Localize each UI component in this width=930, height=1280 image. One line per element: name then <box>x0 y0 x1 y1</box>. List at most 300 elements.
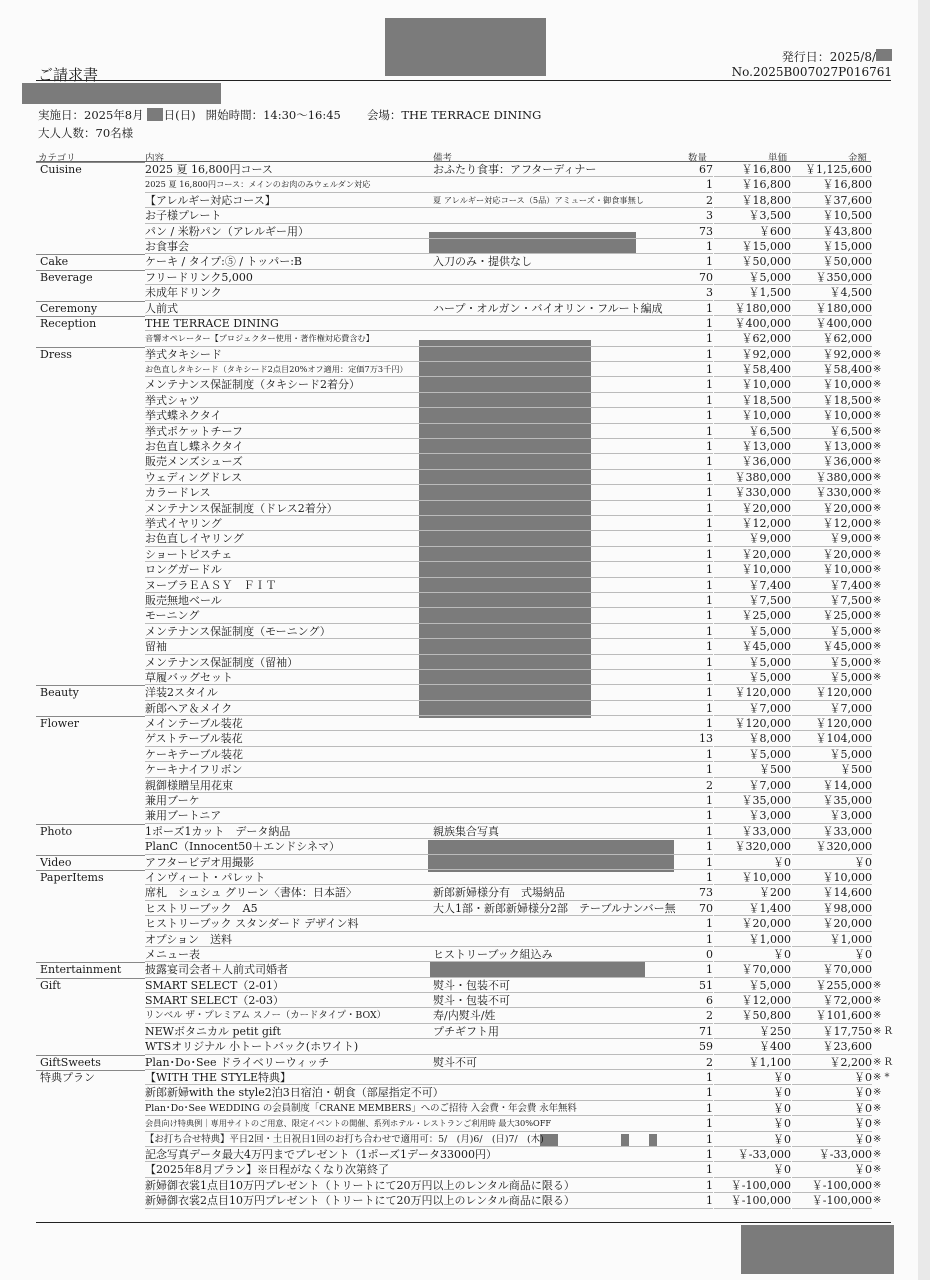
amount-cell: ￥20,000 <box>792 547 872 562</box>
mark-cell: ※ R <box>873 1025 893 1037</box>
mark-cell: ※ <box>873 379 882 391</box>
qty-cell: 1 <box>691 1070 713 1085</box>
unit-price-cell: ￥20,000 <box>714 916 791 931</box>
table-row <box>36 393 926 408</box>
item-cell: 挙式蝶ネクタイ <box>145 408 433 423</box>
qty-cell: 1 <box>691 531 713 546</box>
amount-cell: ￥400,000 <box>792 316 872 331</box>
qty-cell: 2 <box>691 778 713 793</box>
mark-cell: ※ <box>873 1010 882 1022</box>
item-cell: SMART SELECT（2-03） <box>145 993 433 1008</box>
amount-cell: ￥98,000 <box>792 901 872 916</box>
table-row <box>36 162 926 177</box>
amount-cell: ￥20,000 <box>792 916 872 931</box>
item-cell: 挙式イヤリング <box>145 516 433 531</box>
table-row <box>36 1147 926 1162</box>
unit-price-cell: ￥500 <box>714 762 791 777</box>
qty-cell: 1 <box>691 670 713 685</box>
item-cell: インヴィート・パレット <box>145 870 433 885</box>
table-row <box>36 562 926 577</box>
qty-cell: 1 <box>691 962 713 977</box>
qty-cell: 1 <box>691 347 713 362</box>
qty-cell: 1 <box>691 870 713 885</box>
unit-price-cell: ￥330,000 <box>714 485 791 500</box>
table-row <box>36 978 926 993</box>
item-cell: 席札 シュシュ グリーン〈書体：日本語〉 <box>145 885 433 900</box>
qty-cell: 1 <box>691 932 713 947</box>
mark-cell: ※ <box>873 641 882 653</box>
item-cell: Plan･Do･See ドライベリーウィッチ <box>145 1055 433 1070</box>
note-cell <box>433 701 691 716</box>
item-cell: お色直し蝶ネクタイ <box>145 439 433 454</box>
note-cell <box>433 578 691 593</box>
item-cell: お子様プレート <box>145 208 433 223</box>
qty-cell: 2 <box>691 1055 713 1070</box>
qty-cell: 1 <box>691 685 713 700</box>
qty-cell: 1 <box>691 701 713 716</box>
unit-price-cell: ￥7,400 <box>714 578 791 593</box>
event-info-line <box>38 107 541 123</box>
qty-cell: 1 <box>691 485 713 500</box>
table-row <box>36 916 926 931</box>
amount-cell: ￥1,125,600 <box>792 162 872 177</box>
amount-cell: ￥0 <box>792 1162 872 1177</box>
unit-price-cell: ￥0 <box>714 1101 791 1116</box>
category-cell: PaperItems <box>40 870 104 884</box>
unit-price-cell: ￥7,500 <box>714 593 791 608</box>
unit-price-cell: ￥3,000 <box>714 808 791 823</box>
table-row <box>36 439 926 454</box>
item-cell: NEWボタニカル petit gift <box>145 1024 433 1039</box>
note-cell <box>433 731 691 746</box>
qty-cell: 51 <box>691 978 713 993</box>
unit-price-cell: ￥5,000 <box>714 747 791 762</box>
qty-cell: 1 <box>691 331 713 346</box>
mark-cell: ※ <box>873 425 882 437</box>
category-cell: 特典プラン <box>40 1071 95 1085</box>
table-row <box>36 1178 926 1193</box>
unit-price-cell: ￥20,000 <box>714 501 791 516</box>
qty-cell: 1 <box>691 716 713 731</box>
item-cell: 会員向け特典例｜専用サイトのご用意、限定イベントの開催、系列ホテル・レストランご利用時 最大30%OFF <box>145 1116 691 1131</box>
table-row <box>36 1055 926 1070</box>
qty-cell: 3 <box>691 208 713 223</box>
mark-cell: ※ <box>873 671 882 683</box>
amount-cell: ￥350,000 <box>792 270 872 285</box>
amount-cell: ￥7,000 <box>792 701 872 716</box>
mark-cell: ※ <box>873 533 882 545</box>
amount-cell: ￥101,600 <box>792 1008 872 1023</box>
item-cell: Plan･Do･See WEDDING の会員制度「CRANE MEMBERS」へのご招待 入会費・年会費 永年無料 <box>145 1101 691 1116</box>
document-title: ご請求書 <box>38 66 99 84</box>
amount-cell: ￥13,000 <box>792 439 872 454</box>
amount-cell: ￥10,000 <box>792 408 872 423</box>
unit-price-cell: ￥1,500 <box>714 285 791 300</box>
mark-cell: ※ <box>873 625 882 637</box>
qty-cell: 1 <box>691 562 713 577</box>
category-cell: Flower <box>40 717 79 731</box>
note-cell <box>433 593 691 608</box>
category-cell: Cake <box>40 255 69 269</box>
amount-cell: ￥5,000 <box>792 624 872 639</box>
item-cell: 未成年ドリンク <box>145 285 433 300</box>
amount-cell: ￥180,000 <box>792 301 872 316</box>
note-cell <box>433 870 691 885</box>
note-cell: ヒストリーブック組込み <box>433 947 691 962</box>
mark-cell: ※ <box>873 1179 882 1191</box>
amount-cell: ￥0 <box>792 1101 872 1116</box>
item-cell: 挙式シャツ <box>145 393 433 408</box>
qty-cell: 1 <box>691 501 713 516</box>
unit-price-cell: ￥-100,000 <box>714 1193 791 1208</box>
note-cell <box>433 239 691 254</box>
note-cell: ハープ・オルガン・バイオリン・フルート編成 <box>433 301 691 316</box>
note-cell: 熨斗不可 <box>433 1055 691 1070</box>
item-cell: 新郎新婦with the style2泊3日宿泊・朝食（部屋指定不可） <box>145 1085 691 1100</box>
item-cell: お色直しイヤリング <box>145 531 433 546</box>
unit-price-cell: ￥5,000 <box>714 655 791 670</box>
col-header-amount: 金額 <box>848 153 868 164</box>
mark-cell: ※ <box>873 1087 882 1099</box>
col-header-note: 備考 <box>433 153 453 164</box>
table-row <box>36 377 926 392</box>
note-cell <box>433 516 691 531</box>
qty-cell: 1 <box>691 1101 713 1116</box>
table-row <box>36 347 926 362</box>
amount-cell: ￥45,000 <box>792 639 872 654</box>
note-cell <box>433 932 691 947</box>
table-row <box>36 701 926 716</box>
unit-price-cell: ￥16,800 <box>714 162 791 177</box>
note-cell <box>433 855 691 870</box>
table-row <box>36 1024 926 1039</box>
category-cell: Entertainment <box>40 963 122 977</box>
item-cell: ケーキナイフリボン <box>145 762 433 777</box>
unit-price-cell: ￥1,000 <box>714 932 791 947</box>
qty-cell: 1 <box>691 1085 713 1100</box>
amount-cell: ￥92,000 <box>792 347 872 362</box>
table-row <box>36 1039 926 1054</box>
amount-cell: ￥50,000 <box>792 254 872 269</box>
table-row <box>36 301 926 316</box>
category-cell: GiftSweets <box>40 1055 101 1069</box>
note-cell <box>433 316 691 331</box>
table-row <box>36 362 926 377</box>
redaction-issue-day <box>876 49 892 61</box>
item-cell: 新婦御衣裳2点目10万円プレゼント（トリートにて20万円以上のレンタル商品に限る） <box>145 1193 691 1208</box>
amount-cell: ￥10,000 <box>792 562 872 577</box>
note-cell <box>433 639 691 654</box>
table-row <box>36 824 926 839</box>
note-cell <box>433 424 691 439</box>
table-row <box>36 593 926 608</box>
unit-price-cell: ￥18,800 <box>714 193 791 208</box>
item-cell: 販売無地ベール <box>145 593 433 608</box>
note-cell <box>433 547 691 562</box>
mark-cell: ※ <box>873 1118 882 1130</box>
unit-price-cell: ￥7,000 <box>714 778 791 793</box>
col-header-qty: 数量 <box>688 153 708 164</box>
item-cell: 音響オペレーター【プロジェクター使用・著作権対応費含む】 <box>145 331 433 346</box>
category-cell: Dress <box>40 347 72 361</box>
item-cell: 親御様贈呈用花束 <box>145 778 433 793</box>
mark-cell: ※ <box>873 1164 882 1176</box>
note-cell: おふたり食事：アフターディナー <box>433 162 691 177</box>
unit-price-cell: ￥320,000 <box>714 839 791 854</box>
note-cell <box>433 716 691 731</box>
category-cell: Video <box>40 855 72 869</box>
item-cell: 2025 夏 16,800円コース：メインのお肉のみウェルダン対応 <box>145 177 433 192</box>
unit-price-cell: ￥45,000 <box>714 639 791 654</box>
item-cell: SMART SELECT（2-01） <box>145 978 433 993</box>
unit-price-cell: ￥180,000 <box>714 301 791 316</box>
qty-cell: 1 <box>691 1162 713 1177</box>
item-cell: お色直しタキシード（タキシード2点目20%オフ適用：定価7万3千円） <box>145 362 433 377</box>
table-row <box>36 254 926 269</box>
qty-cell: 2 <box>691 1008 713 1023</box>
unit-price-cell: ￥10,000 <box>714 377 791 392</box>
item-cell: 兼用ブートニア <box>145 808 433 823</box>
note-cell <box>433 747 691 762</box>
item-cell: メンテナンス保証制度（モーニング） <box>145 624 433 639</box>
mark-cell: ※ <box>873 564 882 576</box>
amount-cell: ￥7,500 <box>792 593 872 608</box>
qty-cell: 1 <box>691 547 713 562</box>
amount-cell: ￥5,000 <box>792 747 872 762</box>
table-row <box>36 316 926 331</box>
note-cell: 大人1部・新郎新婦様分2部 テーブルナンバー無 <box>433 901 691 916</box>
invoice-table <box>36 162 926 1209</box>
amount-cell: ￥5,000 <box>792 670 872 685</box>
unit-price-cell: ￥25,000 <box>714 608 791 623</box>
unit-price-cell: ￥12,000 <box>714 516 791 531</box>
note-cell <box>433 608 691 623</box>
item-cell: 【お打ち合せ特典】平日2回・土日祝日1回のお打ち合わせで適用可：5/ (月)6/ (日)7/ (木) <box>145 1132 691 1147</box>
amount-cell: ￥0 <box>792 947 872 962</box>
unit-price-cell: ￥13,000 <box>714 439 791 454</box>
note-cell: 夏 アレルギー対応コース（5品）アミューズ・御食事無し <box>433 193 691 208</box>
item-cell: リンベル ザ・プレミアム スノー（カードタイプ・BOX） <box>145 1008 433 1023</box>
unit-price-cell: ￥1,100 <box>714 1055 791 1070</box>
unit-price-cell: ￥35,000 <box>714 793 791 808</box>
mark-cell: ※ <box>873 364 882 376</box>
amount-cell: ￥2,200 <box>792 1055 872 1070</box>
category-cell: Gift <box>40 978 61 992</box>
mark-cell: ※ <box>873 979 882 991</box>
table-row <box>36 177 926 192</box>
unit-price-cell: ￥0 <box>714 1132 791 1147</box>
amount-cell: ￥12,000 <box>792 516 872 531</box>
note-cell <box>433 762 691 777</box>
item-cell: フリードリンク5,000 <box>145 270 433 285</box>
mark-cell: ※ <box>873 610 882 622</box>
amount-cell: ￥0 <box>792 1132 872 1147</box>
table-row <box>36 993 926 1008</box>
item-cell: カラードレス <box>145 485 433 500</box>
table-row <box>36 485 926 500</box>
item-cell: パン / 米粉パン（アレルギー用） <box>145 224 433 239</box>
item-cell: 【2025年8月プラン】※日程がなくなり次第終了 <box>145 1162 691 1177</box>
amount-cell: ￥72,000 <box>792 993 872 1008</box>
amount-cell: ￥9,000 <box>792 531 872 546</box>
qty-cell: 1 <box>691 639 713 654</box>
table-row <box>36 855 926 870</box>
unit-price-cell: ￥70,000 <box>714 962 791 977</box>
table-row <box>36 670 926 685</box>
mark-cell: ※ <box>873 471 882 483</box>
item-cell: ヌーブラＥＡＳＹ ＦＩＴ <box>145 578 433 593</box>
note-cell <box>433 208 691 223</box>
table-row <box>36 516 926 531</box>
item-cell: ウェディングドレス <box>145 470 433 485</box>
qty-cell: 1 <box>691 608 713 623</box>
table-row <box>36 270 926 285</box>
qty-cell: 1 <box>691 316 713 331</box>
amount-cell: ￥0 <box>792 1085 872 1100</box>
amount-cell: ￥18,500 <box>792 393 872 408</box>
unit-price-cell: ￥5,000 <box>714 670 791 685</box>
mark-cell: ※ <box>873 394 882 406</box>
unit-price-cell: ￥250 <box>714 1024 791 1039</box>
qty-cell: 0 <box>691 947 713 962</box>
qty-cell: 13 <box>691 731 713 746</box>
item-cell: 草履バッグセット <box>145 670 433 685</box>
unit-price-cell: ￥10,000 <box>714 408 791 423</box>
table-row <box>36 501 926 516</box>
note-cell <box>433 331 691 346</box>
amount-cell: ￥10,000 <box>792 377 872 392</box>
table-row <box>36 1085 926 1100</box>
qty-cell: 1 <box>691 408 713 423</box>
amount-cell: ￥33,000 <box>792 824 872 839</box>
table-row <box>36 608 926 623</box>
item-cell: 人前式 <box>145 301 433 316</box>
item-cell: 新婦御衣裳1点目10万円プレゼント（トリートにて20万円以上のレンタル商品に限る） <box>145 1178 691 1193</box>
note-cell <box>433 655 691 670</box>
amount-cell: ￥36,000 <box>792 454 872 469</box>
unit-price-cell: ￥0 <box>714 1070 791 1085</box>
qty-cell: 1 <box>691 1132 713 1147</box>
col-header-category: カテゴリ <box>38 153 76 164</box>
qty-cell: 1 <box>691 362 713 377</box>
qty-cell: 1 <box>691 1178 713 1193</box>
note-cell: 新郎新婦様分有 式場納品 <box>433 885 691 900</box>
amount-cell: ￥43,800 <box>792 224 872 239</box>
qty-cell: 1 <box>691 470 713 485</box>
amount-cell: ￥4,500 <box>792 285 872 300</box>
unit-price-cell: ￥50,800 <box>714 1008 791 1023</box>
unit-price-cell: ￥-33,000 <box>714 1147 791 1162</box>
note-cell <box>433 778 691 793</box>
unit-price-cell: ￥92,000 <box>714 347 791 362</box>
unit-price-cell: ￥8,000 <box>714 731 791 746</box>
item-cell: 【WITH THE STYLE特典】 <box>145 1070 433 1085</box>
note-cell <box>433 1070 691 1085</box>
note-cell <box>433 808 691 823</box>
note-cell <box>433 270 691 285</box>
table-row <box>36 885 926 900</box>
note-cell <box>433 347 691 362</box>
note-cell <box>433 916 691 931</box>
unit-price-cell: ￥200 <box>714 885 791 900</box>
table-row <box>36 947 926 962</box>
table-row <box>36 901 926 916</box>
item-cell: 2025 夏 16,800円コース <box>145 162 433 177</box>
amount-cell: ￥-100,000 <box>792 1178 872 1193</box>
unit-price-cell: ￥1,400 <box>714 901 791 916</box>
note-cell <box>433 177 691 192</box>
unit-price-cell: ￥6,500 <box>714 424 791 439</box>
unit-price-cell: ￥33,000 <box>714 824 791 839</box>
table-row <box>36 762 926 777</box>
unit-price-cell: ￥120,000 <box>714 716 791 731</box>
item-cell: 新郎ヘア＆メイク <box>145 701 433 716</box>
item-cell: THE TERRACE DINING <box>145 316 433 331</box>
table-row <box>36 408 926 423</box>
unit-price-cell: ￥5,000 <box>714 978 791 993</box>
table-row <box>36 962 926 977</box>
qty-cell: 67 <box>691 162 713 177</box>
amount-cell: ￥14,000 <box>792 778 872 793</box>
event-date: 実施日：2025年8月 <box>38 108 144 122</box>
table-row <box>36 747 926 762</box>
table-row <box>36 224 926 239</box>
mark-cell: ※ <box>873 1149 882 1160</box>
note-cell <box>433 531 691 546</box>
amount-cell: ￥14,600 <box>792 885 872 900</box>
mark-cell: ※ <box>873 348 882 360</box>
amount-cell: ￥62,000 <box>792 331 872 346</box>
note-cell: 熨斗・包装不可 <box>433 993 691 1008</box>
amount-cell: ￥120,000 <box>792 716 872 731</box>
unit-price-cell: ￥58,400 <box>714 362 791 377</box>
mark-cell: ※ <box>873 548 882 560</box>
table-row <box>36 531 926 546</box>
table-row <box>36 870 926 885</box>
qty-cell: 1 <box>691 1147 713 1162</box>
amount-cell: ￥35,000 <box>792 793 872 808</box>
qty-cell: 1 <box>691 424 713 439</box>
unit-price-cell: ￥120,000 <box>714 685 791 700</box>
qty-cell: 1 <box>691 593 713 608</box>
table-row <box>36 1116 926 1131</box>
amount-cell: ￥17,750 <box>792 1024 872 1039</box>
adult-count: 大人人数：70名様 <box>38 126 134 140</box>
amount-cell: ￥0 <box>792 1116 872 1131</box>
unit-price-cell: ￥5,000 <box>714 624 791 639</box>
issue-date: 発行日：2025/8/ <box>781 50 876 64</box>
amount-cell: ￥0 <box>792 855 872 870</box>
note-cell <box>433 377 691 392</box>
table-row <box>36 1132 926 1147</box>
amount-cell: ￥10,500 <box>792 208 872 223</box>
category-cell: Beverage <box>40 270 93 284</box>
amount-cell: ￥255,000 <box>792 978 872 993</box>
amount-cell: ￥16,800 <box>792 177 872 192</box>
table-row <box>36 1193 926 1208</box>
note-cell <box>433 962 691 977</box>
item-cell: オプション 送料 <box>145 932 433 947</box>
redaction-top-logo <box>385 18 546 76</box>
qty-cell: 70 <box>691 901 713 916</box>
table-row <box>36 1162 926 1177</box>
category-cell: Reception <box>40 316 97 330</box>
amount-cell: ￥330,000 <box>792 485 872 500</box>
unit-price-cell: ￥9,000 <box>714 531 791 546</box>
qty-cell: 59 <box>691 1039 713 1054</box>
table-row <box>36 1101 926 1116</box>
qty-cell: 1 <box>691 578 713 593</box>
